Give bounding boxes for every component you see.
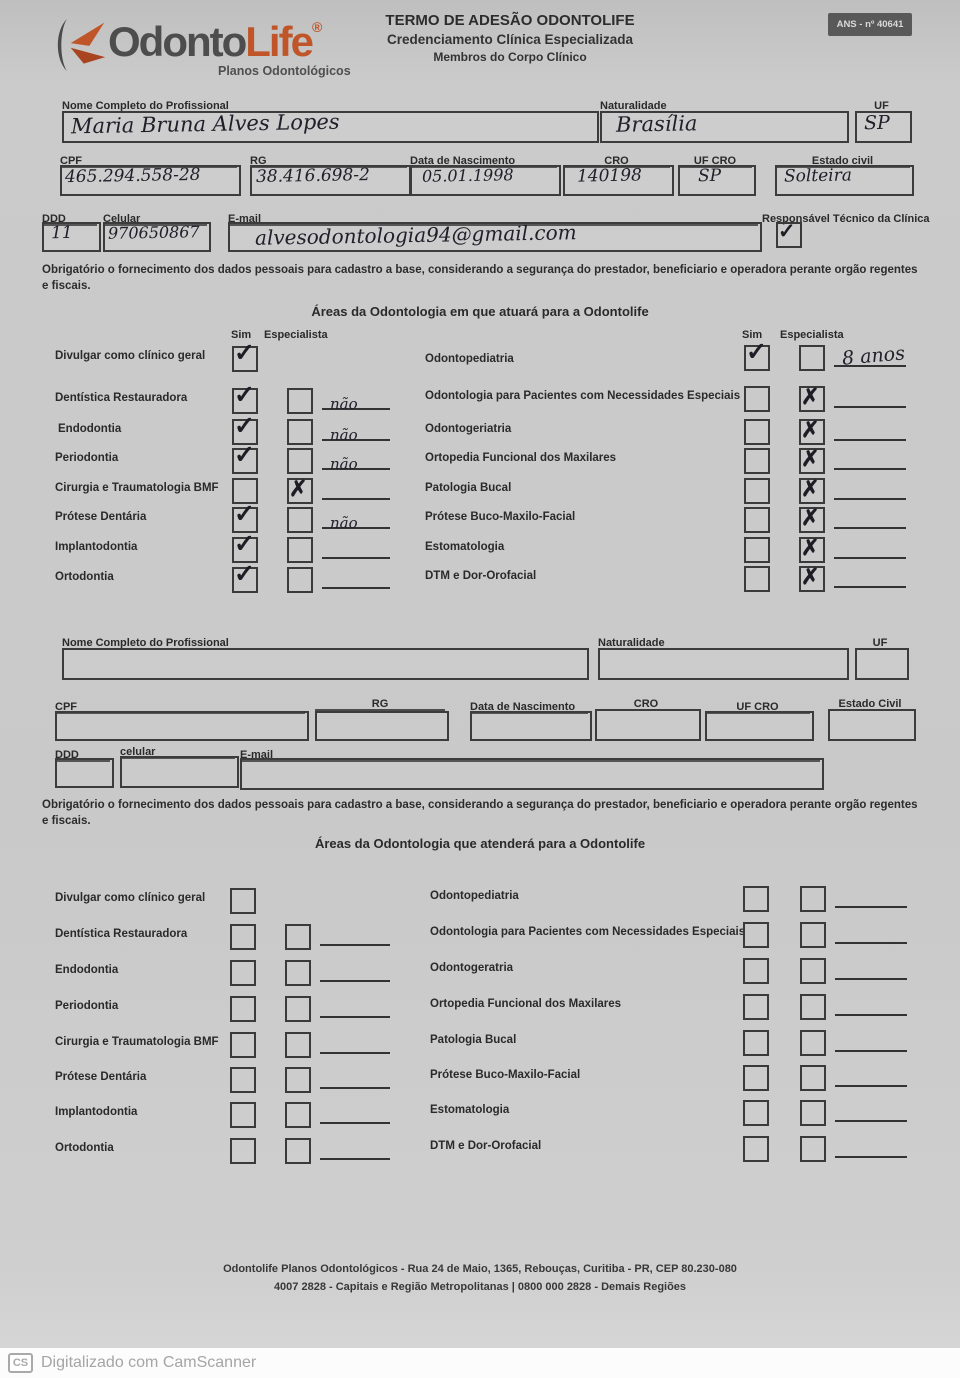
field-label-uf-2: UF [855, 633, 905, 650]
specialty-label: Estomatologia [430, 1104, 510, 1116]
nascimento-input[interactable] [410, 165, 561, 196]
uf-input[interactable] [855, 111, 912, 143]
field-label-responsavel: Responsável Técnico da Clínica [762, 213, 930, 225]
specialty-row [0, 419, 960, 445]
ufcro-input-2[interactable] [705, 711, 814, 741]
especialista-checkbox[interactable] [800, 1030, 826, 1056]
brand-text [108, 18, 320, 66]
field-label-ufcro: UF CRO [678, 151, 752, 168]
especialista-note-line[interactable] [834, 386, 906, 408]
field-label-cpf-2: CPF [55, 697, 305, 714]
field-label-naturalidade-2: Naturalidade [598, 633, 845, 650]
field-label-nascimento: Data de Nascimento [410, 151, 557, 168]
sim-checkbox[interactable] [744, 448, 770, 474]
field-label-celular: Celular [103, 209, 207, 226]
specialty-label: Endodontia [58, 423, 122, 435]
checkmark-icon: ✓ [234, 339, 255, 367]
specialty-label: Prótese Buco-Maxilo-Facial [430, 1069, 581, 1081]
naturalidade-input[interactable] [600, 111, 849, 143]
checkmark-icon: ✓ [234, 530, 255, 558]
sim-checkbox[interactable] [743, 1136, 769, 1162]
grid1-right-sim-header: Sim [742, 329, 763, 341]
especialista-note-line[interactable] [835, 1030, 907, 1052]
especialista-note-line[interactable] [835, 1136, 907, 1158]
specialty-label: Dentística Restauradora [55, 392, 188, 404]
especialista-checkbox[interactable] [800, 886, 826, 912]
field-label-naturalidade: Naturalidade [600, 96, 845, 113]
cro-input-2[interactable] [595, 709, 701, 741]
footer-phones: 4007 2828 - Capitais e Região Metropolitanas | 0800 000 2828 - Demais Regiões [273, 1281, 687, 1293]
footer-address: Odontolife Planos Odontológicos - Rua 24 de Maio, 1365, Rebouças, Curitiba - PR, CEP 80.230-080 [223, 1263, 737, 1275]
odontolife-logo-icon [52, 14, 108, 76]
field-label-uf: UF [855, 96, 908, 113]
specialty-label: Patologia Bucal [425, 482, 512, 494]
specialty-label: Odontogeriatria [425, 423, 512, 435]
specialty-label: Implantodontia [55, 541, 138, 553]
field-label-cro: CRO [563, 151, 670, 168]
disclaimer-text: Obrigatório o fornecimento dos dados pessoais para cadastro a base, considerando a segurança do prestador, beneficiario e operadora perante orgão regentes e fiscais. [42, 264, 918, 292]
cpf-value: 465.294.558-28 [64, 164, 201, 188]
sim-checkbox[interactable] [744, 419, 770, 445]
specialty-row [0, 1030, 960, 1056]
specialty-label: Implantodontia [55, 1106, 138, 1118]
estadocivil-input[interactable] [775, 165, 914, 196]
sim-checkbox[interactable] [744, 537, 770, 563]
especialista-checkbox[interactable] [799, 448, 825, 474]
crossmark-icon: ✗ [801, 505, 820, 530]
checkmark-icon: ✓ [746, 338, 767, 366]
especialista-checkbox[interactable] [800, 1136, 826, 1162]
especialista-checkbox[interactable] [800, 994, 826, 1020]
specialty-row [0, 338, 960, 371]
checkmark-icon: ✓ [234, 412, 255, 440]
sim-checkbox[interactable] [743, 922, 769, 948]
specialty-row [0, 478, 960, 504]
especialista-checkbox[interactable] [799, 566, 825, 592]
especialista-checkbox[interactable] [799, 537, 825, 563]
ufcro-input[interactable] [678, 165, 756, 196]
ans-badge: ANS - nº 40641 [828, 13, 912, 36]
specialty-label: Prótese Dentária [55, 511, 147, 523]
grid1-left-especialista-header: Especialista [264, 329, 328, 341]
crossmark-icon: ✗ [801, 446, 820, 471]
especialista-note-line[interactable] [834, 342, 906, 370]
email-input-2[interactable] [240, 758, 824, 790]
specialty-row [0, 566, 960, 592]
brand-life: Life [245, 18, 312, 65]
uf-value: SP [863, 111, 891, 135]
specialty-row [0, 1100, 960, 1126]
specialty-label: Periodontia [55, 1000, 119, 1012]
specialty-label: Divulgar como clínico geral [55, 892, 206, 904]
especialista-checkbox[interactable] [800, 922, 826, 948]
specialty-label: Ortodontia [55, 571, 114, 583]
celular-value: 970650867 [107, 222, 200, 243]
specialty-row [0, 537, 960, 563]
grid1-left-sim-header: Sim [231, 329, 252, 341]
checkmark-icon: ✓ [234, 441, 255, 469]
camscanner-cs-icon: CS [8, 1353, 33, 1373]
email-value: alvesodontologia94@gmail.com [254, 220, 577, 250]
especialista-note-line[interactable] [835, 958, 907, 980]
grid1-right-especialista-header: Especialista [780, 329, 844, 341]
camscanner-text: Digitalizado com CamScanner [41, 1354, 257, 1371]
specialty-label: Periodontia [55, 452, 119, 464]
brand-tagline: Planos Odontológicos [218, 64, 351, 78]
specialty-label: Cirurgia e Traumatologia BMF [55, 482, 219, 494]
field-label-cpf: CPF [60, 151, 237, 168]
especialista-note-line[interactable] [835, 1065, 907, 1087]
field-label-email-2: E-mail [240, 745, 820, 762]
note-text: não [330, 514, 358, 532]
ddd-value: 11 [50, 222, 73, 244]
brand-odonto: Odonto [108, 18, 246, 65]
especialista-note-line[interactable] [835, 886, 907, 908]
checkmark-icon: ✓ [234, 560, 255, 588]
rg-input[interactable] [250, 165, 411, 196]
especialista-note-line[interactable] [834, 566, 906, 588]
especialista-note-line[interactable] [834, 537, 906, 559]
especialista-note-line[interactable] [835, 1100, 907, 1122]
specialty-row [0, 994, 960, 1020]
sim-checkbox[interactable] [744, 566, 770, 592]
specialty-row [0, 958, 960, 984]
especialista-checkbox[interactable] [800, 1065, 826, 1091]
specialty-label: Dentística Restauradora [55, 928, 188, 940]
nome-value: Maria Bruna Alves Lopes [70, 109, 340, 139]
especialista-note-line[interactable] [835, 922, 907, 944]
field-label-estadocivil-2: Estado Civil [828, 694, 912, 711]
form-title-block [345, 12, 675, 64]
specialty-row [0, 886, 960, 912]
field-label-ufcro-2: UF CRO [705, 697, 810, 714]
field-label-estadocivil: Estado civil [775, 151, 910, 168]
specialty-label: Ortodontia [55, 1142, 114, 1154]
specialty-label: DTM e Dor-Orofacial [425, 570, 537, 582]
naturalidade-value: Brasília [615, 111, 698, 137]
camscanner-bar [0, 1348, 960, 1378]
field-label-celular-2: celular [120, 742, 235, 759]
crossmark-icon: ✗ [801, 535, 820, 560]
cro-input[interactable] [563, 165, 674, 196]
especialista-checkbox[interactable] [799, 507, 825, 533]
especialista-checkbox[interactable] [800, 958, 826, 984]
crossmark-icon: ✗ [289, 476, 308, 501]
checkmark-icon: ✓ [778, 220, 796, 243]
disclaimer-text-2: Obrigatório o fornecimento dos dados pessoais para cadastro a base, considerando a segurança do prestador, beneficiario e operadora perante orgão regentes e fiscais. [42, 799, 918, 827]
cro-value: 140198 [576, 165, 643, 187]
celular-input[interactable] [103, 222, 211, 252]
specialty-label: Estomatologia [425, 541, 505, 553]
specialty-label: Odontologia para Pacientes com Necessidades Especiais [425, 390, 741, 402]
sim-checkbox[interactable] [743, 1030, 769, 1056]
specialty-label: Odontopediatria [430, 890, 519, 902]
specialty-row [0, 1065, 960, 1091]
specialty-row [0, 1136, 960, 1162]
estadocivil-value: Solteira [783, 165, 853, 187]
especialista-note-line[interactable] [835, 994, 907, 1016]
field-label-nome-2: Nome Completo do Profissional [62, 633, 585, 650]
sim-checkbox[interactable] [744, 338, 770, 371]
note-text: não [330, 395, 358, 413]
rg-input-2[interactable] [315, 711, 449, 741]
sim-checkbox[interactable] [743, 886, 769, 912]
specialty-label: Cirurgia e Traumatologia BMF [55, 1036, 219, 1048]
specialty-label: Patologia Bucal [430, 1034, 517, 1046]
checkmark-icon: ✓ [234, 500, 255, 528]
especialista-checkbox[interactable] [799, 478, 825, 504]
especialista-checkbox[interactable] [799, 419, 825, 445]
specialty-label: Odontopediatria [425, 353, 514, 365]
specialty-row [0, 386, 960, 412]
crossmark-icon: ✗ [801, 564, 820, 589]
specialty-label: Odontologia para Pacientes com Necessidades Especiais [430, 926, 746, 938]
naturalidade-input-2[interactable] [598, 648, 849, 680]
note-text: 8 anos [841, 342, 906, 370]
especialista-checkbox[interactable] [799, 386, 825, 412]
especialista-note-line[interactable] [834, 507, 906, 529]
field-label-ddd: DDD [42, 209, 97, 226]
checkmark-icon: ✓ [234, 381, 255, 409]
grid2-title: Áreas da Odontologia que atenderá para a Odontolife [314, 836, 646, 851]
specialty-label: Ortopedia Funcional dos Maxilares [425, 452, 617, 464]
especialista-note-line[interactable] [834, 419, 906, 441]
form-subtitle: Credenciamento Clínica Especializada [386, 32, 634, 47]
specialty-row [0, 507, 960, 533]
rg-value: 38.416.698-2 [255, 165, 371, 187]
field-label-email: E-mail [228, 209, 758, 226]
note-text: não [330, 455, 358, 473]
cpf-input-2[interactable] [55, 711, 309, 741]
specialty-label: Divulgar como clínico geral [55, 350, 206, 362]
specialty-label: Prótese Dentária [55, 1071, 147, 1083]
sim-checkbox[interactable] [743, 1100, 769, 1126]
crossmark-icon: ✗ [801, 476, 820, 501]
especialista-checkbox[interactable] [799, 345, 825, 371]
sim-checkbox[interactable] [744, 386, 770, 412]
celular-input-2[interactable] [120, 756, 239, 788]
specialty-label: Ortopedia Funcional dos Maxilares [430, 998, 622, 1010]
specialty-row [0, 922, 960, 948]
especialista-note-line[interactable] [834, 448, 906, 470]
email-input[interactable] [228, 222, 762, 252]
specialty-label: Prótese Buco-Maxilo-Facial [425, 511, 576, 523]
ufcro-value: SP [697, 165, 722, 187]
uf-input-2[interactable] [855, 648, 909, 680]
nome-input-2[interactable] [62, 648, 589, 680]
specialty-label: DTM e Dor-Orofacial [430, 1140, 542, 1152]
especialista-checkbox[interactable] [800, 1100, 826, 1126]
responsavel-checkbox[interactable] [776, 222, 802, 248]
field-label-nome: Nome Completo do Profissional [62, 96, 595, 113]
ddd-input[interactable] [42, 222, 101, 252]
ddd-input-2[interactable] [55, 758, 114, 788]
specialty-row [0, 448, 960, 474]
field-label-nascimento-2: Data de Nascimento [470, 697, 588, 714]
crossmark-icon: ✗ [801, 384, 820, 409]
field-label-cro-2: CRO [595, 694, 697, 711]
sim-checkbox[interactable] [744, 478, 770, 504]
crossmark-icon: ✗ [801, 417, 820, 442]
registered-mark: ® [311, 19, 321, 35]
sim-checkbox[interactable] [744, 507, 770, 533]
specialty-label: Endodontia [55, 964, 119, 976]
nascimento-input-2[interactable] [470, 711, 592, 741]
form-subtitle-2: Membros do Corpo Clínico [433, 50, 587, 64]
sim-checkbox[interactable] [743, 958, 769, 984]
especialista-note-line[interactable] [834, 478, 906, 500]
cpf-input[interactable] [60, 165, 241, 196]
sim-checkbox[interactable] [743, 1065, 769, 1091]
grid1-title: Áreas da Odontologia em que atuará para a Odontolife [311, 304, 649, 319]
estadocivil-input-2[interactable] [828, 709, 916, 741]
field-label-ddd-2: DDD [55, 745, 110, 762]
form-title: TERMO DE ADESÃO ODONTOLIFE [385, 12, 635, 29]
sim-checkbox[interactable] [743, 994, 769, 1020]
note-text: não [330, 426, 358, 444]
field-label-rg-2: RG [315, 694, 445, 711]
nome-input[interactable] [62, 111, 599, 143]
field-label-rg: RG [250, 151, 407, 168]
specialty-label: Odontogeratria [430, 962, 514, 974]
nascimento-value: 05.01.1998 [421, 165, 514, 186]
